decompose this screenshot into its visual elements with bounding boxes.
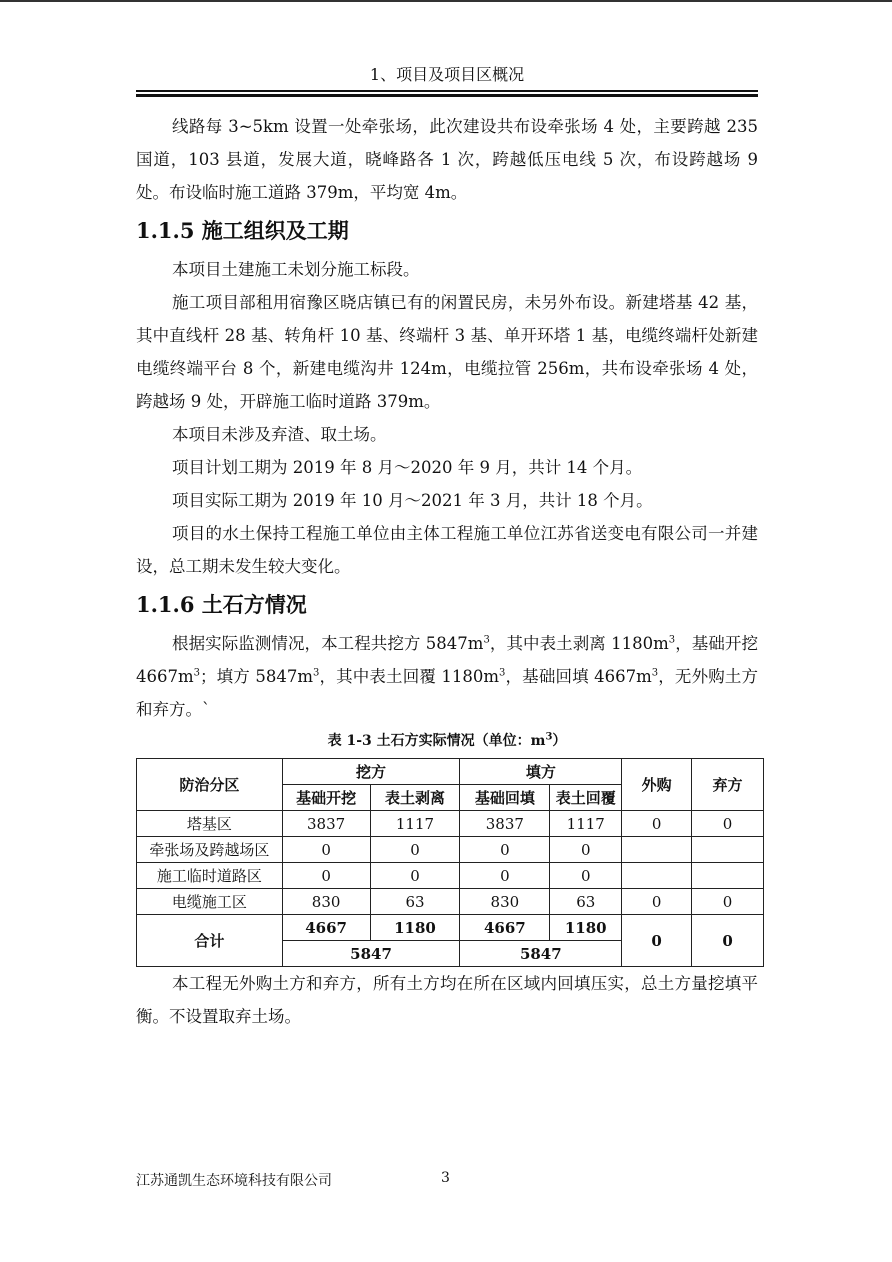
table-row (137, 889, 764, 915)
cell (622, 837, 692, 863)
paragraph: 项目计划工期为 2019 年 8 月～2020 年 9 月，共计 14 个月。 (172, 458, 643, 477)
table-header-row (137, 759, 764, 785)
cell: 0 (622, 915, 692, 967)
text: 根据实际监测情况，本工程共挖方 5847m (172, 634, 484, 653)
cell-fill-sum: 5847 (460, 941, 622, 967)
cell: 1117 (550, 811, 622, 837)
cell (622, 863, 692, 889)
cell: 0 (282, 863, 370, 889)
text: ；填方 5847m (200, 667, 313, 686)
superscript: 3 (193, 667, 201, 679)
paragraph: 本项目土建施工未划分施工标段。 (172, 260, 420, 279)
cell: 1180 (370, 915, 460, 941)
page-header: 1、项目及项目区概况 (369, 65, 525, 84)
paragraph: 本工程无外购土方和弃方，所有土方均在所在区域内回填压实，总土方量挖填平衡。不设置取弃土场。 (136, 974, 758, 1026)
header-cut: 挖方 (282, 759, 460, 785)
cell: 0 (692, 915, 764, 967)
cell: 0 (282, 837, 370, 863)
footer-company: 江苏通凯生态环境科技有限公司 (136, 1173, 332, 1189)
cell: 830 (282, 889, 370, 915)
cell: 63 (370, 889, 460, 915)
cell: 3837 (282, 811, 370, 837)
table-caption (136, 730, 758, 752)
header-buy: 外购 (622, 759, 692, 811)
cell-zone: 施工临时道路区 (137, 863, 283, 889)
superscript: 3 (312, 667, 320, 679)
header-fill: 填方 (460, 759, 622, 785)
header-cut-top: 表土剥离 (370, 785, 460, 811)
text: ，基础回填 4667m (505, 667, 652, 686)
section-heading: 1.1.6 土石方情况 (136, 592, 307, 617)
cell-zone: 塔基区 (137, 811, 283, 837)
superscript: 3 (545, 731, 553, 743)
cell: 0 (550, 863, 622, 889)
header-fill-top: 表土回覆 (550, 785, 622, 811)
cell: 4667 (282, 915, 370, 941)
top-border (0, 0, 892, 2)
cell-zone: 电缆施工区 (137, 889, 283, 915)
header-rule-thick (136, 94, 758, 97)
cell: 0 (550, 837, 622, 863)
superscript: 3 (651, 667, 659, 679)
cell (692, 837, 764, 863)
superscript: 3 (483, 634, 490, 646)
paragraph: 施工项目部租用宿豫区晓店镇已有的闲置民房，未另外布设。新建塔基 42 基，其中直线杆 28 基、转角杆 10 基、终端杆 3 基、单开环塔 1 基，电缆终端杆处新建电缆终端平台 8 个，新建电缆沟井 124m，电缆拉管 256m，共布设牵张场 4 处，跨越场 9 处，开辟施工临时道路 379m。 (136, 293, 758, 411)
cell: 1117 (370, 811, 460, 837)
cell: 830 (460, 889, 550, 915)
text: ，其中表土回覆 1180m (319, 667, 500, 686)
paragraph: 项目的水土保持工程施工单位由主体工程施工单位江苏省送变电有限公司一并建设，总工期未发生较大变化。 (136, 524, 758, 576)
cell: 0 (692, 889, 764, 915)
header-zone: 防治分区 (137, 759, 283, 811)
header-cut-base: 基础开挖 (282, 785, 370, 811)
superscript: 3 (668, 634, 676, 646)
header-rule-thin (136, 90, 758, 92)
earthwork-table (136, 758, 764, 967)
header-fill-base: 基础回填 (460, 785, 550, 811)
cell: 0 (370, 863, 460, 889)
text: ，基础开挖 4667m (136, 634, 759, 686)
cell: 0 (370, 837, 460, 863)
section-heading: 1.1.5 施工组织及工期 (136, 218, 349, 243)
cell: 0 (460, 837, 550, 863)
cell: 0 (692, 811, 764, 837)
table-row (137, 863, 764, 889)
cell: 0 (622, 889, 692, 915)
cell-zone: 牵张场及跨越场区 (137, 837, 283, 863)
table-total-row (137, 915, 764, 941)
paragraph: 项目实际工期为 2019 年 10 月～2021 年 3 月，共计 18 个月。 (172, 491, 653, 510)
table-row (137, 837, 764, 863)
page-content (136, 110, 758, 1033)
cell: 1180 (550, 915, 622, 941)
caption-end: ） (552, 733, 567, 749)
cell: 4667 (460, 915, 550, 941)
paragraph: 本项目未涉及弃渣、取土场。 (172, 425, 387, 444)
text: ，无外购土方和弃方。` (136, 667, 758, 719)
cell-cut-sum: 5847 (282, 941, 460, 967)
table-row (137, 811, 764, 837)
paragraph: 线路每 3~5km 设置一处牵张场，此次建设共布设牵张场 4 处，主要跨越 235 国道，103 县道，发展大道，晓峰路各 1 次，跨越低压电线 5 次，布设跨越场 9 处。布设临时施工道路 379m，平均宽 4m。 (136, 117, 758, 202)
caption-text: 表 1-3 土石方实际情况（单位：m (327, 733, 546, 749)
cell: 3837 (460, 811, 550, 837)
paragraph-earthwork (136, 627, 758, 726)
cell: 0 (622, 811, 692, 837)
page-number: 3 (441, 1170, 450, 1186)
cell: 0 (460, 863, 550, 889)
cell: 63 (550, 889, 622, 915)
cell-total-label: 合计 (137, 915, 283, 967)
header-waste: 弃方 (692, 759, 764, 811)
cell (692, 863, 764, 889)
superscript: 3 (499, 667, 506, 679)
text: ，其中表土剥离 1180m (489, 634, 669, 653)
